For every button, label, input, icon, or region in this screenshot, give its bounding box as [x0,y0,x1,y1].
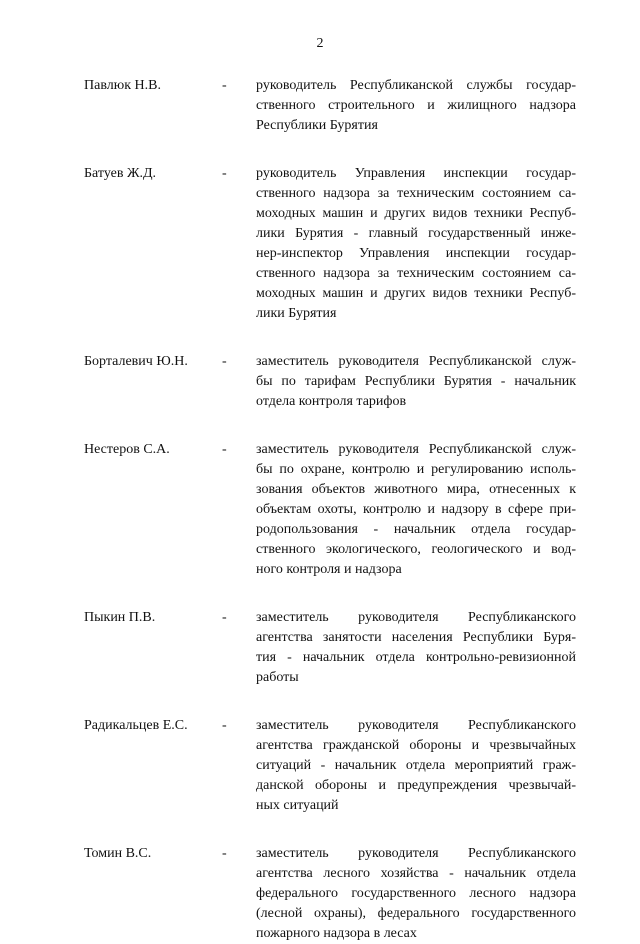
member-entry [84,716,576,816]
position-line: заместитель руководителя Республиканского [256,846,576,861]
position-line: отдела контроля тарифов [256,394,407,409]
member-position [256,716,576,816]
dash-separator: - [222,718,227,733]
position-line: руководитель Управления инспекции государ- [256,166,576,181]
member-position [256,352,576,412]
position-line: заместитель руководителя Республиканского [256,610,576,625]
position-line: агентства лесного хозяйства - начальник отдела [256,866,576,881]
dash-separator: - [222,442,227,457]
position-line: лики Бурятия - главный государственный инже- [256,226,576,241]
member-name: Борталевич Ю.Н. [84,354,188,369]
position-line: Республики Бурятия [256,118,378,133]
member-name: Пыкин П.В. [84,610,156,625]
position-line: заместитель руководителя Республиканского [256,718,576,733]
member-entry [84,440,576,580]
member-entry [84,76,576,136]
page-number: 2 [316,36,324,51]
member-entry [84,608,576,688]
position-line: агентства занятости населения Республики Буря- [256,630,576,645]
position-line: работы [256,670,299,685]
position-line: моходных машин и других видов техники Респуб- [256,286,576,301]
position-line: зования объектов животного мира, отнесенных к [256,482,576,497]
position-line: федерального государственного лесного надзора [256,886,576,901]
position-line: (лесной охраны), федерального государственного [256,906,576,921]
member-name: Батуев Ж.Д. [84,166,157,181]
position-line: родопользования - начальник отдела государ- [256,522,576,537]
member-entry [84,352,576,412]
member-name: Томин В.С. [84,846,152,861]
dash-separator: - [222,610,227,625]
position-line: тия - начальник отдела контрольно-ревизионной [256,650,576,665]
member-list [84,76,576,944]
position-line: лики Бурятия [256,306,337,321]
position-line: заместитель руководителя Республиканской служ- [256,442,576,457]
dash-separator: - [222,166,227,181]
position-line: ных ситуаций [256,798,339,813]
position-line: ного контроля и надзора [256,562,402,577]
member-entry [84,164,576,324]
dash-separator: - [222,846,227,861]
position-line: бы по тарифам Республики Бурятия - начальник [256,374,576,389]
position-line: ственного экологического, геологического и вод- [256,542,576,557]
member-name: Нестеров С.А. [84,442,170,457]
member-position [256,844,576,944]
position-line: руководитель Республиканской службы государ- [256,78,576,93]
position-line: агентства гражданской обороны и чрезвычайных [256,738,576,753]
position-line: ситуаций - начальник отдела мероприятий граж- [256,758,576,773]
position-line: ственного надзора за техническим состоянием са- [256,186,576,201]
position-line: объектам охоты, контролю и надзору в сфере при- [256,502,576,517]
member-position [256,440,576,580]
member-position [256,164,576,324]
dash-separator: - [222,78,227,93]
position-line: пожарного надзора в лесах [256,926,417,941]
position-line: ственного надзора за техническим состоянием са- [256,266,576,281]
member-position [256,76,576,136]
position-line: данской обороны и предупреждения чрезвычай- [256,778,576,793]
member-entry [84,844,576,944]
member-name: Павлюк Н.В. [84,78,161,93]
member-position [256,608,576,688]
dash-separator: - [222,354,227,369]
position-line: нер-инспектор Управления инспекции государ- [256,246,576,261]
position-line: ственного строительного и жилищного надзора [256,98,576,113]
position-line: моходных машин и других видов техники Респуб- [256,206,576,221]
position-line: бы по охране, контролю и регулированию исполь- [256,462,576,477]
position-line: заместитель руководителя Республиканской служ- [256,354,576,369]
member-name: Радикальцев Е.С. [84,718,188,733]
